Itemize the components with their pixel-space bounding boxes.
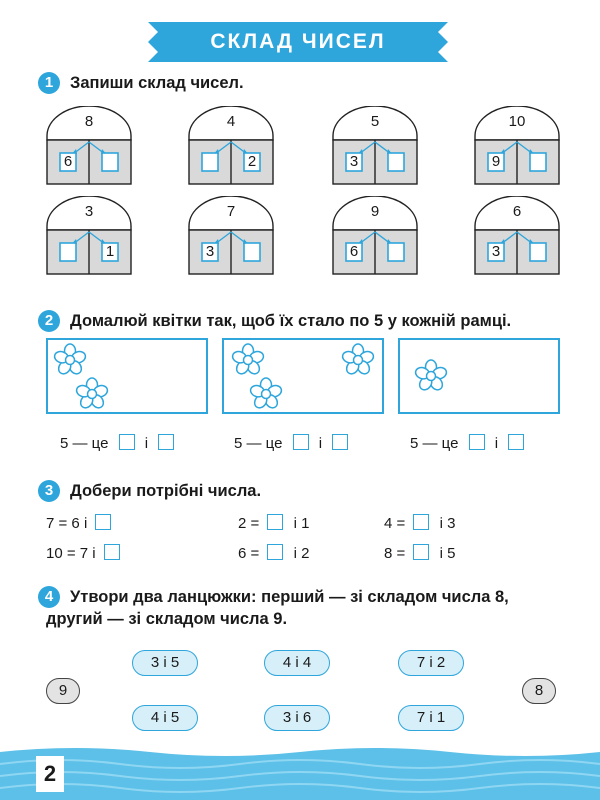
page-title: СКЛАД ЧИСЕЛ: [210, 30, 386, 53]
house-right-box[interactable]: [530, 153, 546, 171]
house-total: 7: [226, 203, 236, 220]
decomposition-label-1: [60, 434, 174, 454]
flower-icon: [75, 378, 109, 410]
equation-6: [384, 544, 455, 564]
answer-box[interactable]: [508, 434, 524, 450]
flowers-group-2: [224, 340, 382, 412]
task-4-title-line-1: Утвори два ланцюжки: перший — зі складом числа 8,: [70, 588, 509, 606]
equation-text: 6 =: [238, 545, 260, 562]
label-conj: і: [144, 435, 149, 452]
house-left-box[interactable]: 3: [491, 243, 501, 260]
house-left-box[interactable]: 6: [63, 153, 73, 170]
chain-start-circle[interactable]: 8: [522, 678, 556, 704]
house-total: 6: [512, 203, 522, 220]
equation-5: [384, 514, 455, 534]
house-total: 5: [370, 113, 380, 130]
answer-box[interactable]: [95, 514, 111, 530]
answer-box[interactable]: [267, 544, 283, 560]
house-left-box[interactable]: [60, 243, 76, 261]
house-right-box[interactable]: 1: [105, 243, 115, 260]
house-left-box[interactable]: 9: [491, 153, 501, 170]
house-left-box[interactable]: 3: [205, 243, 215, 260]
answer-box[interactable]: [267, 514, 283, 530]
chain-start-circle[interactable]: 9: [46, 678, 80, 704]
flower-icon: [53, 344, 87, 376]
task-1-number: 1: [38, 72, 60, 94]
number-house: [332, 106, 418, 186]
label-lead: 5 — це: [60, 435, 109, 452]
flower-icon: [341, 344, 375, 376]
answer-box[interactable]: [104, 544, 120, 560]
answer-box[interactable]: [413, 544, 429, 560]
equation-text: і 2: [293, 545, 310, 562]
house-total: 9: [370, 203, 380, 220]
number-house: [474, 196, 560, 276]
house-total: 3: [84, 203, 94, 220]
house-left-box[interactable]: 3: [349, 153, 359, 170]
number-house: [46, 106, 132, 186]
house-total: 8: [84, 113, 94, 130]
label-conj: і: [318, 435, 323, 452]
house-total: 4: [226, 113, 236, 130]
flower-frame-1: [46, 338, 208, 414]
footer-wave: [0, 744, 600, 800]
task-3-title: Добери потрібні числа.: [70, 482, 262, 500]
equation-text: і 5: [439, 545, 456, 562]
answer-box[interactable]: [293, 434, 309, 450]
house-right-box[interactable]: [530, 243, 546, 261]
house-total: 10: [508, 113, 526, 130]
flower-icon: [249, 378, 283, 410]
page-number: 2: [36, 756, 64, 792]
flowers-group-1: [48, 340, 206, 412]
equation-text: 8 =: [384, 545, 406, 562]
equation-1: [46, 514, 111, 534]
equation-2: [46, 544, 120, 564]
task-4-number: 4: [38, 586, 60, 608]
answer-box[interactable]: [332, 434, 348, 450]
task-2-number: 2: [38, 310, 60, 332]
number-house: [332, 196, 418, 276]
equation-text: і 1: [293, 515, 310, 532]
decomposition-label-3: [410, 434, 524, 454]
house-left-box[interactable]: 6: [349, 243, 359, 260]
pair-card[interactable]: 7 і 1: [398, 705, 464, 731]
flower-icon: [231, 344, 265, 376]
pair-card[interactable]: 4 і 4: [264, 650, 330, 676]
task-2-title: Домалюй квітки так, щоб їх стало по 5 у кожній рамці.: [70, 312, 512, 330]
answer-box[interactable]: [413, 514, 429, 530]
pair-card[interactable]: 3 і 5: [132, 650, 198, 676]
label-conj: і: [494, 435, 499, 452]
title-banner: [148, 22, 448, 62]
label-lead: 5 — це: [410, 435, 459, 452]
flower-frame-2: [222, 338, 384, 414]
equation-text: і 3: [439, 515, 456, 532]
task-4-title-line-2: другий — зі складом числа 9.: [46, 610, 288, 628]
pair-card[interactable]: 4 і 5: [132, 705, 198, 731]
pair-card[interactable]: 7 і 2: [398, 650, 464, 676]
answer-box[interactable]: [119, 434, 135, 450]
equation-4: [238, 544, 309, 564]
answer-box[interactable]: [158, 434, 174, 450]
equation-text: 4 =: [384, 515, 406, 532]
pair-card[interactable]: 3 і 6: [264, 705, 330, 731]
equation-text: 10 = 7 і: [46, 545, 96, 562]
number-house: [188, 106, 274, 186]
number-house: [46, 196, 132, 276]
label-lead: 5 — це: [234, 435, 283, 452]
equation-text: 7 = 6 і: [46, 515, 88, 532]
number-house: [474, 106, 560, 186]
house-right-box[interactable]: [388, 153, 404, 171]
flower-frame-3: [398, 338, 560, 414]
number-house: [188, 196, 274, 276]
house-right-box[interactable]: [244, 243, 260, 261]
house-right-box[interactable]: [388, 243, 404, 261]
equation-text: 2 =: [238, 515, 260, 532]
decomposition-label-2: [234, 434, 348, 454]
task-3-number: 3: [38, 480, 60, 502]
answer-box[interactable]: [469, 434, 485, 450]
flower-icon: [414, 360, 448, 392]
flowers-group-3: [400, 340, 558, 412]
task-1-title: Запиши склад чисел.: [70, 74, 244, 92]
equation-3: [238, 514, 309, 534]
house-right-box[interactable]: 2: [247, 153, 257, 170]
house-right-box[interactable]: [102, 153, 118, 171]
house-left-box[interactable]: [202, 153, 218, 171]
